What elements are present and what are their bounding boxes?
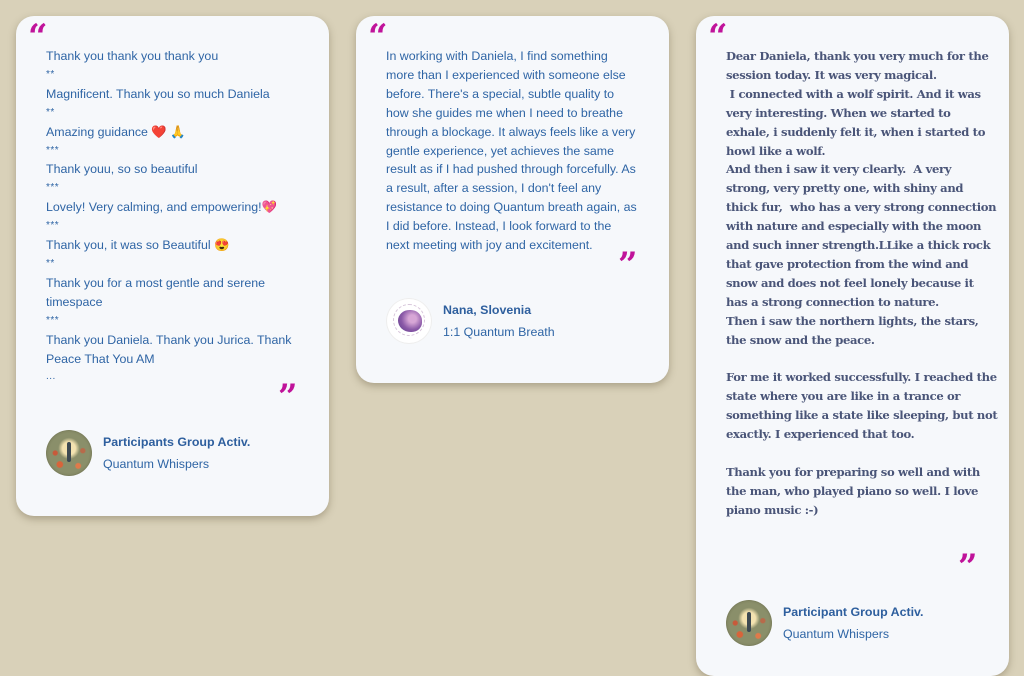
text-line: gentle experience, yet achieves the same [386,143,614,158]
text-line: Thank you, it was so Beautiful 😍 [46,238,230,253]
testimonial-author [386,298,555,344]
separator: *** [46,220,60,232]
text-line: Thank you thank you thank you [46,49,219,63]
text-line: resistance to doing Quantum breath again, as [386,200,637,215]
testimonial-author [726,600,923,646]
separator: *** [46,314,60,326]
author-role: Quantum Whispers [103,457,210,471]
text-line: strong, very pretty one, with shiny and [726,181,964,196]
testimonial-card-participant-group [696,16,1009,676]
testimonial-text [726,47,1006,520]
text-line: how she guides me when I need to breathe [386,105,623,120]
text-line: In working with Daniela, I find something [386,49,608,63]
text-line: exactly. I experienced that too. [726,427,915,442]
text-line: exhale, i suddenly felt it, when i started to [726,124,986,139]
testimonial-author [46,430,250,476]
text-line: and such inner strength.LLike a thick rock [726,238,991,253]
meadow-avatar [46,430,92,476]
text-line: through a blockage. It always feels like a very [386,124,636,139]
text-line: Amazing guidance ❤️ 🙏 [46,124,186,139]
open-quote-icon: “ [708,17,728,57]
text-line: something like a state like sleeping, but not [726,408,998,423]
text-line: timespace [46,294,103,309]
author-role: Quantum Whispers [783,627,890,641]
testimonial-card-nana-slovenia [356,16,669,383]
separator: ** [46,257,55,269]
text-line: the man, who played piano so well. I love [726,483,979,498]
open-quote-icon: “ [368,17,388,57]
text-line: Thank youu, so so beautiful [46,162,198,177]
text-line: that gave protection from the wind and [726,256,969,271]
text-line: I did before. Instead, I look forward to the [386,219,612,234]
testimonial-text [386,47,656,255]
separator: *** [46,182,60,194]
separator: ** [46,68,55,80]
text-line: I connected with a wolf spirit. And it was [726,86,981,101]
text-line: before. There's a special, subtle quality to [386,86,615,101]
author-name: Participant Group Activ. [783,605,924,619]
open-quote-icon: “ [28,17,48,57]
text-line: has a strong connection to nature. [726,294,939,309]
sensitive-way-logo-avatar [386,298,432,344]
text-line: a result, after a session, I don't feel any [386,181,602,196]
text-line: snow and does not feel lonely because it [726,275,974,290]
text-line: Thank you for preparing so well and with [726,464,980,479]
author-name: Participants Group Activ. [103,435,251,449]
text-line: For me it worked successfully. I reached the [726,370,997,385]
ellipsis: ... [46,371,56,383]
text-line: And then i saw it very clearly. A very [726,162,952,177]
close-quote-icon: ” [618,245,638,285]
text-line: state where you are like in a trance or [726,389,961,404]
separator: *** [46,144,60,156]
paragraph-break [726,350,1006,369]
author-name: Nana, Slovenia [443,303,532,317]
text-line: Dear Daniela, thank you very much for the [726,49,989,63]
testimonial-text [46,47,316,387]
text-line: very interesting. When we started to [726,105,951,120]
paragraph-break [726,444,1006,463]
text-line: the snow and the peace. [726,332,875,347]
text-line: Peace That You AM [46,351,155,366]
text-line: result as if I had pushed through forcefully. As [386,162,636,177]
text-line: thick fur, who has a very strong connection [726,200,997,215]
text-line: more than I experienced with someone else [386,67,626,82]
text-line: Magnificent. Thank you so much Daniela [46,86,270,101]
separator: ** [46,106,55,118]
text-line: Lovely! Very calming, and empowering!💖 [46,200,277,215]
text-line: Thank you for a most gentle and serene [46,275,266,290]
text-line: with nature and especially with the moon [726,219,982,234]
text-line: session today. It was very magical. [726,67,937,82]
close-quote-icon: ” [958,547,978,587]
testimonial-card-participants-group [16,16,329,516]
close-quote-icon: ” [278,377,298,417]
author-role: 1:1 Quantum Breath [443,325,555,339]
text-line: howl like a wolf. [726,143,826,158]
text-line: piano music :-) [726,502,819,517]
text-line: next meeting with joy and excitement. [386,238,593,253]
text-line: Thank you Daniela. Thank you Jurica. Thank [46,332,292,347]
text-line: Then i saw the northern lights, the stars, [726,313,979,328]
meadow-avatar [726,600,772,646]
